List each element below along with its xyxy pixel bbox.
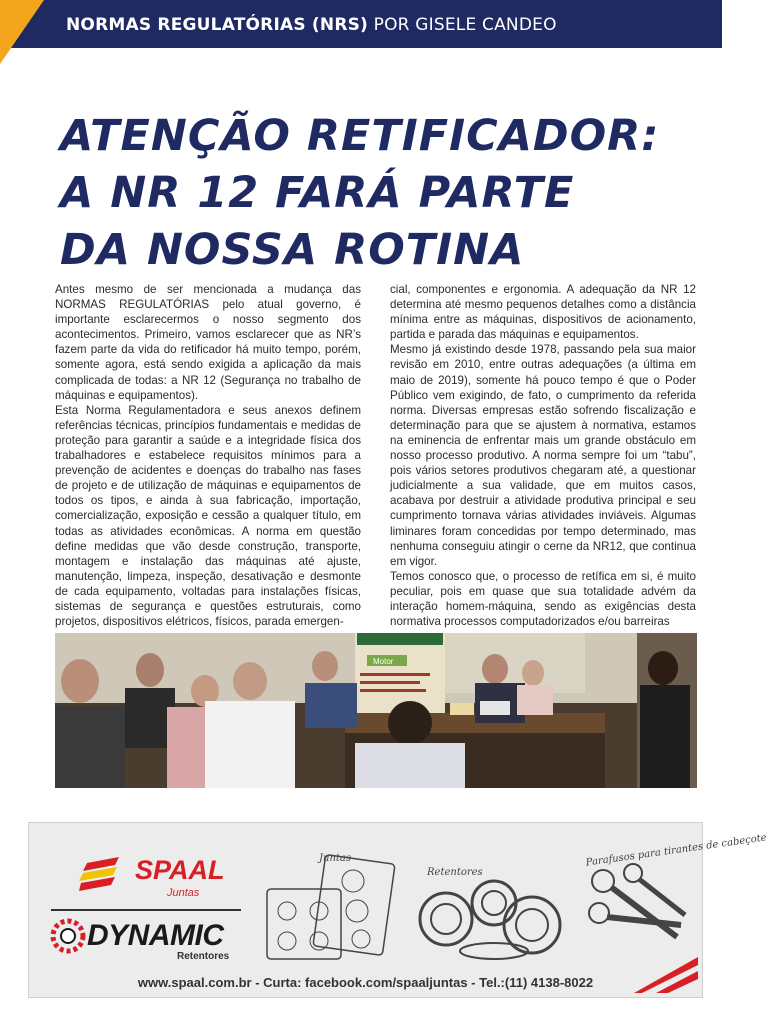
dynamic-subtitle: Retentores (177, 951, 230, 962)
article-headline (60, 108, 700, 279)
paragraph: cial, componentes e ergonomia. A adequação da NR 12 determina até mesmo pequenos detalhes como a distância mínima entre as máquinas, dispositivos de acionamento, partida e parada das máquinas e equipamentos. (390, 283, 696, 342)
brand-divider (51, 909, 241, 911)
gasket-sketch (261, 849, 411, 967)
meeting-photo (55, 633, 697, 788)
spaal-name: SPAAL (135, 855, 225, 885)
article-column-right (390, 282, 696, 629)
sketch-label-parafusos: Parafusos para tirantes de cabeçote (585, 832, 767, 869)
headline-line-3: DA NOSSA ROTINA (60, 225, 525, 275)
paragraph: Esta Norma Regulamentadora e seus anexos definem referências técnicas, princípios fundamentais e medidas de proteção para garantir a saúde e a integridade física dos trabalhadores e estabelece requisitos mínimos para a prevenção de acidentes e doenças do trabalho nas fases de projeto e de utilização de máquinas e equipamentos de todos os tipos, e ainda à sua fabricação, importação, comercialização, exposição e cessão a qualquer título, em todas as atividades econômicas. A norma em questão define medidas que vão desde construção, transporte, montagem e instalação das máquinas até ajuste, manutenção, limpeza, inspeção, desativação e desmonte de cada equipamento, voltadas para instalações físicas, sistemas de segurança e questões estruturais, como projetos, dispositivos elétricos, físicos, parada emergen- (55, 403, 361, 629)
dynamic-name: DYNAMIC (87, 919, 224, 952)
dynamic-gear-icon (51, 919, 85, 953)
bolts-sketch (585, 863, 695, 953)
ad-contact-footer: www.spaal.com.br - Curta: facebook.com/spaaljuntas - Tel.:(11) 4138-8022 (137, 975, 594, 990)
section-header-text (66, 15, 557, 35)
meeting-photo-illustration (55, 633, 697, 788)
headline-line-2: A NR 12 FARÁ PARTE (60, 168, 575, 218)
paragraph: Temos conosco que, o processo de retífica em si, é muito peculiar, pois em quase que sua totalidade advém da interação homem-máquina, sendo as exigências desta normativa processos computadorizados e/ou barreiras (390, 569, 696, 629)
article-column-left (55, 282, 361, 629)
headline-line-1: ATENÇÃO RETIFICADOR: (60, 111, 660, 161)
seal-rings-sketch (414, 875, 574, 965)
sketch-label-juntas: Juntas (319, 853, 352, 864)
spaal-stripes-icon (79, 853, 139, 899)
corner-accent (0, 0, 44, 64)
advertisement (28, 822, 767, 998)
sketch-label-retentores: Retentores (427, 867, 483, 878)
photo-banner-text: Motor (373, 657, 394, 666)
section-label: NORMAS REGULATÓRIAS (NRS) (66, 15, 369, 35)
author-label: POR GISELE CANDEO (373, 15, 557, 35)
section-header-bar (0, 0, 722, 48)
paragraph: Antes mesmo de ser mencionada a mudança das NORMAS REGULATÓRIAS pelo atual governo, é importante esclarecermos o nosso segmento dos acontecimentos. Primeiro, vamos esclarecer que as NR’s fazem parte da vida do retificador há muito tempo, porém, somente agora, está sendo exigida a aplicação da mais complicada de todas: a NR 12 (Segurança no trabalho de máquinas e equipamentos). (55, 283, 361, 402)
spaal-subtitle: Juntas (167, 887, 200, 899)
paragraph: Mesmo já existindo desde 1978, passando pela sua maior revisão em 2010, entre outras adequações (a última em maio de 2019), somente há pouco tempo é que o Poder Público vem exigindo, de fato, o cumprimento da referida norma. Diversas empresas estão sofrendo fiscalização e determinação para que se ajustem à normativa, estamos na eminencia de enfrentar mais um grande obstáculo em nosso processo produtivo. A norma sempre foi um “tabu”, pois vários setores produtivos chegaram até, a questionar judicialmente a sua validade, que em muitos casos, acabava por destruir a atividade produtiva principal e seu cumprimento tornava várias atividades inviáveis. Algumas liminares foram concedidas por tempo determinado, mas nenhuma conseguiu atingir o cerne da NR12, que continua em vigor. (390, 343, 696, 568)
spaal-logo (79, 853, 225, 903)
